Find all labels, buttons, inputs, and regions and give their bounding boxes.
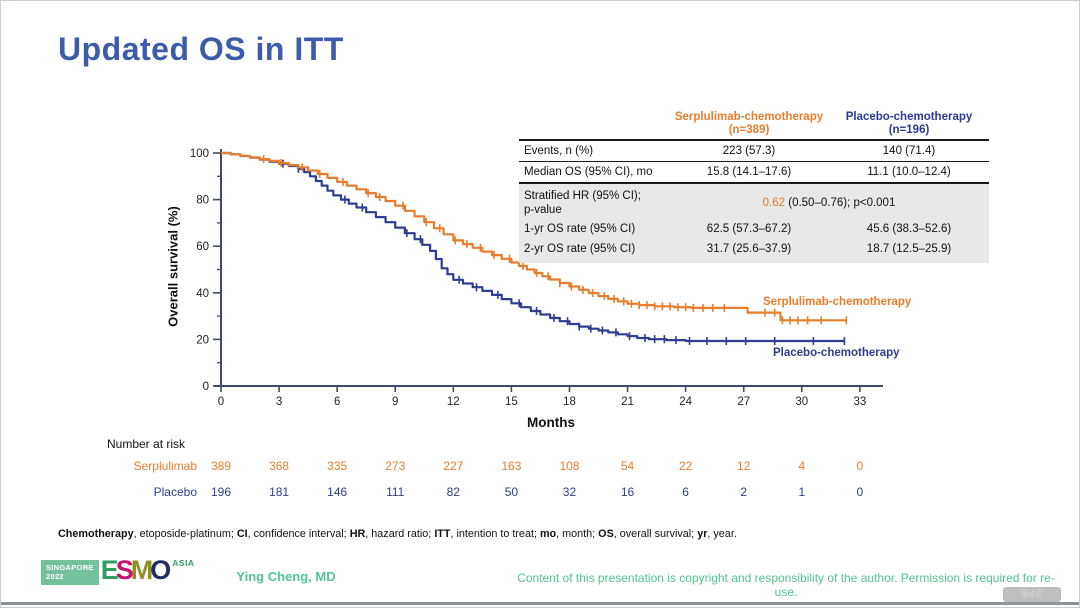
y-tick-label: 80 [196, 194, 209, 207]
page-number-badge: 第4页 [1003, 587, 1061, 602]
y-tick-label: 60 [196, 241, 209, 254]
risk-count: 0 [856, 459, 864, 473]
x-tick-label: 30 [795, 396, 809, 408]
series-label-placebo: Placebo-chemotherapy [773, 347, 900, 359]
row-value: 62.5 (57.3–67.2) [706, 223, 792, 235]
table-row-2yr-os [519, 239, 989, 259]
x-tick-label: 27 [737, 396, 751, 408]
footnote-segment: ITT [434, 528, 451, 540]
risk-count: 1 [798, 485, 806, 499]
risk-count: 22 [678, 459, 693, 473]
singapore-2022-badge [41, 560, 99, 585]
hr-label-line2: p-value [524, 204, 562, 216]
risk-count: 335 [327, 459, 348, 473]
x-tick-label: 33 [853, 396, 867, 408]
risk-count: 181 [269, 485, 290, 499]
number-at-risk-title: Number at risk [107, 437, 186, 451]
x-tick-label: 24 [679, 396, 693, 408]
risk-count: 0 [856, 485, 864, 499]
hr-value [669, 197, 989, 209]
risk-count: 32 [562, 485, 577, 499]
summary-table [519, 107, 989, 263]
x-axis-label: Months [527, 415, 575, 430]
row-value: 31.7 (25.6–37.9) [706, 243, 792, 255]
footnote-segment: , overall survival; [613, 528, 698, 540]
risk-row-serplulimab [1, 459, 1080, 475]
risk-count: 2 [740, 485, 748, 499]
logo-box-line1: SINGAPORE [46, 563, 94, 572]
footnote-segment: mo [539, 528, 557, 540]
footnote [58, 528, 1038, 540]
y-tick-label: 0 [202, 381, 209, 393]
y-axis-label: Overall survival (%) [165, 206, 181, 327]
y-tick-label: 40 [196, 287, 209, 300]
table-row-1yr-os [519, 219, 989, 239]
logo-letter: O [150, 555, 169, 585]
summary-table-header [519, 107, 989, 141]
y-tick-label: 100 [189, 148, 209, 160]
row-label: 1-yr OS rate (95% CI) [524, 223, 636, 235]
footnote-segment: , month; [556, 528, 599, 540]
risk-count: 227 [443, 459, 464, 473]
x-tick-label: 6 [333, 396, 341, 408]
row-value: 45.6 (38.3–52.6) [866, 223, 952, 235]
row-value: 11.1 (10.0–12.4) [867, 166, 951, 178]
risk-count: 82 [446, 485, 460, 499]
x-tick-label: 15 [505, 396, 518, 408]
x-tick-label: 3 [275, 396, 283, 408]
footnote-segment: , intention to treat; [450, 528, 540, 540]
copyright-notice: Content of this presentation is copyright and responsibility of the author. Permission is required for re-use. [517, 571, 1055, 599]
row-label: Events, n (%) [524, 145, 594, 157]
slide-bottom-rule [1, 602, 1080, 605]
x-tick-label: 18 [563, 396, 576, 408]
x-tick-label: 12 [446, 396, 460, 408]
footnote-segment: , etoposide-platinum; [133, 528, 237, 540]
footnote-segment: yr [697, 528, 708, 540]
row-label [519, 189, 669, 217]
presenter-name: Ying Cheng, MD [236, 569, 336, 584]
footnote-segment: , hazard ratio; [365, 528, 435, 540]
row-value: 15.8 (14.1–17.6) [706, 166, 792, 178]
footnote-segment: , confidence interval; [247, 528, 350, 540]
risk-count: 4 [798, 459, 806, 473]
risk-count: 108 [559, 459, 580, 473]
y-tick-label: 20 [196, 334, 209, 347]
hr-ci-pvalue: (0.50–0.76); p<0.001 [785, 197, 896, 209]
row-label: Median OS (95% CI), mo [524, 166, 653, 178]
header-serplulimab [669, 111, 829, 137]
series-label-serplulimab: Serplulimab-chemotherapy [763, 296, 912, 308]
risk-count: 389 [210, 459, 232, 473]
risk-row-placebo [1, 485, 1080, 501]
risk-count: 273 [385, 459, 406, 473]
row-value: 223 (57.3) [722, 145, 776, 157]
asia-label: ASIA [172, 558, 195, 568]
esmo-wordmark [101, 557, 169, 584]
risk-count: 50 [504, 485, 519, 499]
row-value: 18.7 (12.5–25.9) [866, 243, 952, 255]
table-gray-block [519, 184, 989, 263]
risk-count: 16 [620, 485, 635, 499]
footnote-segment: CI [236, 528, 248, 540]
logo-letter: E [100, 555, 116, 585]
risk-count: 163 [501, 459, 522, 473]
row-label: 2-yr OS rate (95% CI) [524, 243, 636, 255]
risk-count: 12 [737, 459, 751, 473]
risk-count: 146 [327, 485, 348, 499]
header-serplulimab-line2: (n=389) [728, 124, 770, 136]
page-title: Updated OS in ITT [58, 31, 344, 67]
footnote-segment: Chemotherapy [58, 528, 134, 540]
table-row-events [519, 141, 989, 162]
hr-label-line1: Stratified HR (95% CI); [524, 190, 641, 202]
x-tick-label: 0 [217, 396, 225, 408]
footnote-segment: , year. [707, 528, 737, 540]
x-tick-label: 9 [392, 396, 399, 408]
risk-count: 368 [269, 459, 290, 473]
km-plot [1, 1, 1080, 608]
row-value: 140 (71.4) [882, 145, 936, 157]
risk-count: 6 [682, 485, 689, 499]
table-row-median-os [519, 162, 989, 184]
header-placebo [829, 111, 989, 137]
table-row-hr [519, 187, 989, 219]
header-placebo-line1: Placebo-chemotherapy [845, 111, 973, 123]
esmo-asia-logo [41, 557, 195, 593]
risk-count: 111 [386, 485, 405, 499]
logo-letter: S [115, 555, 131, 585]
risk-row-label-serplulimab: Serplulimab [133, 459, 197, 473]
header-placebo-line2: (n=196) [888, 124, 930, 136]
risk-row-label-placebo: Placebo [153, 485, 197, 499]
risk-count: 196 [210, 485, 232, 499]
hr-number: 0.62 [762, 197, 786, 209]
risk-count: 54 [620, 459, 635, 473]
header-serplulimab-line1: Serplulimab-chemotherapy [674, 111, 824, 123]
logo-letter: M [130, 555, 151, 585]
logo-box-line2: 2022 [46, 571, 64, 581]
x-tick-label: 21 [621, 396, 634, 408]
footnote-segment: OS [598, 528, 614, 540]
footnote-segment: HR [349, 528, 366, 540]
